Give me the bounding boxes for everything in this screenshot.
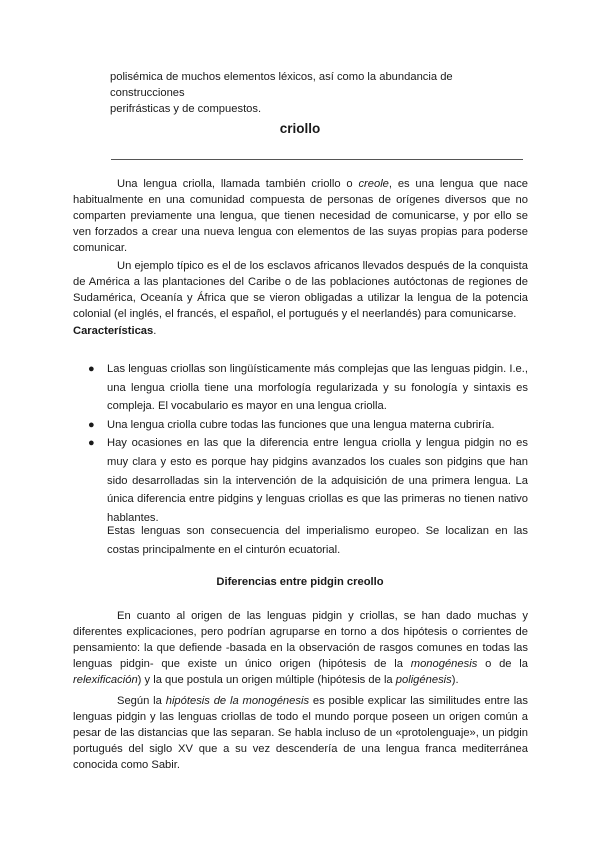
intro-line-2: perifrásticas y de compuestos. (110, 103, 262, 115)
list-item (88, 416, 528, 435)
section-title: criollo (279, 121, 321, 136)
paragraph-imperialism: Estas lenguas son consecuencia del imperialismo europeo. Se localizan en las costas principalmente en el cinturón ecuatorial. (107, 525, 528, 556)
p3-text-d: ). (451, 674, 459, 686)
bullet-icon: ● (88, 418, 95, 431)
p3-term-monogenesis: monogénesis (410, 658, 478, 670)
p4-text-a: Según la (117, 695, 166, 707)
paragraph-definition (73, 176, 528, 256)
paragraph-example: Un ejemplo típico es el de los esclavos africanos llevados después de la conquista de América a las plantaciones del Caribe o de las poblaciones autóctonas de regiones de Sudamérica, Oceanía y África que se vieron obligadas a utilizar la lengua de la potencia colonial (el inglés, el francés, el español, el portugués y el neerlandés) para comunicarse. (73, 260, 528, 320)
p3-text-b: o de la (477, 658, 528, 670)
p3-term-poligenesis: poligénesis (395, 674, 452, 686)
paragraph-origins (73, 608, 528, 688)
features-list (88, 360, 528, 527)
intro-line-1: polisémica de muchos elementos léxicos, así como la abundancia de construcciones (110, 71, 453, 99)
features-heading (73, 325, 156, 337)
list-item (88, 434, 528, 527)
list-item (88, 360, 528, 416)
bullet-icon: ● (88, 363, 95, 375)
p1-text-b: , es una lengua que nace habitualmente en una comunidad compuesta de personas de orígenes diversos que no comparten previamente una lengua, que tienen necesidad de comunicarse, y por ello se ven forzados a crear una nueva lengua con elementos de las suyas propias para poderse comunicar. (73, 178, 529, 254)
intro-paragraph (110, 69, 530, 117)
p3-text-a: En cuanto al origen de las lenguas pidgin y criollas, se han dado muchas y diferentes explicaciones, pero podrían agruparse en torno a dos hipótesis o corrientes de pensamiento: la que defiende -basada en la observación de rasgos comunes en todas las lenguas pidgin- que existe un único origen (hipótesis de la (73, 610, 528, 670)
p4-term-hypothesis: hipótesis de la monogénesis (165, 695, 310, 707)
p3-term-relexification: relexificación (73, 674, 138, 686)
differences-heading: Diferencias entre pidgin creollo (216, 576, 384, 588)
paragraph-monogenesis (73, 693, 528, 773)
list-item-text: Hay ocasiones en las que la diferencia entre lengua criolla y lengua pidgin no es muy clara y esto es porque hay pidgins avanzados los cuales son pidgins que han sido desarrolladas sin la intervención de la adquisición de una primera lengua. La única diferencia entre pidgins y lenguas criollas es que las primeras no tienen nativo hablantes. (107, 437, 528, 524)
p3-text-c: ) y la que postula un origen múltiple (hipótesis de la (137, 674, 396, 686)
features-heading-label: Características (73, 325, 154, 337)
list-item-text: Las lenguas criollas son lingüísticamente más complejas que las lenguas pidgin. I.e., una lengua criolla tiene una morfología regularizada y su fonología y sintaxis es compleja. El vocabulario es mayor en una lengua criolla. (107, 363, 528, 413)
title-divider (111, 159, 523, 160)
list-item-text: Una lengua criolla cubre todas las funciones que una lengua materna cubriría. (107, 418, 495, 431)
p4-text-b: es posible explicar las similitudes entre las lenguas pidgin y las lenguas criollas de todo el mundo porque poseen un origen común a pesar de las distancias que las separan. Se habla incluso de un «protolenguaje», un pidgin portugués del siglo XV que a su vez descendería de una lengua franca mediterránea conocida como Sabir. (73, 695, 528, 771)
features-heading-period: . (153, 325, 157, 337)
p1-term-creole: creole (358, 178, 389, 190)
bullet-icon: ● (88, 437, 95, 450)
p1-text-a: Una lengua criolla, llamada también criollo o (117, 178, 359, 190)
